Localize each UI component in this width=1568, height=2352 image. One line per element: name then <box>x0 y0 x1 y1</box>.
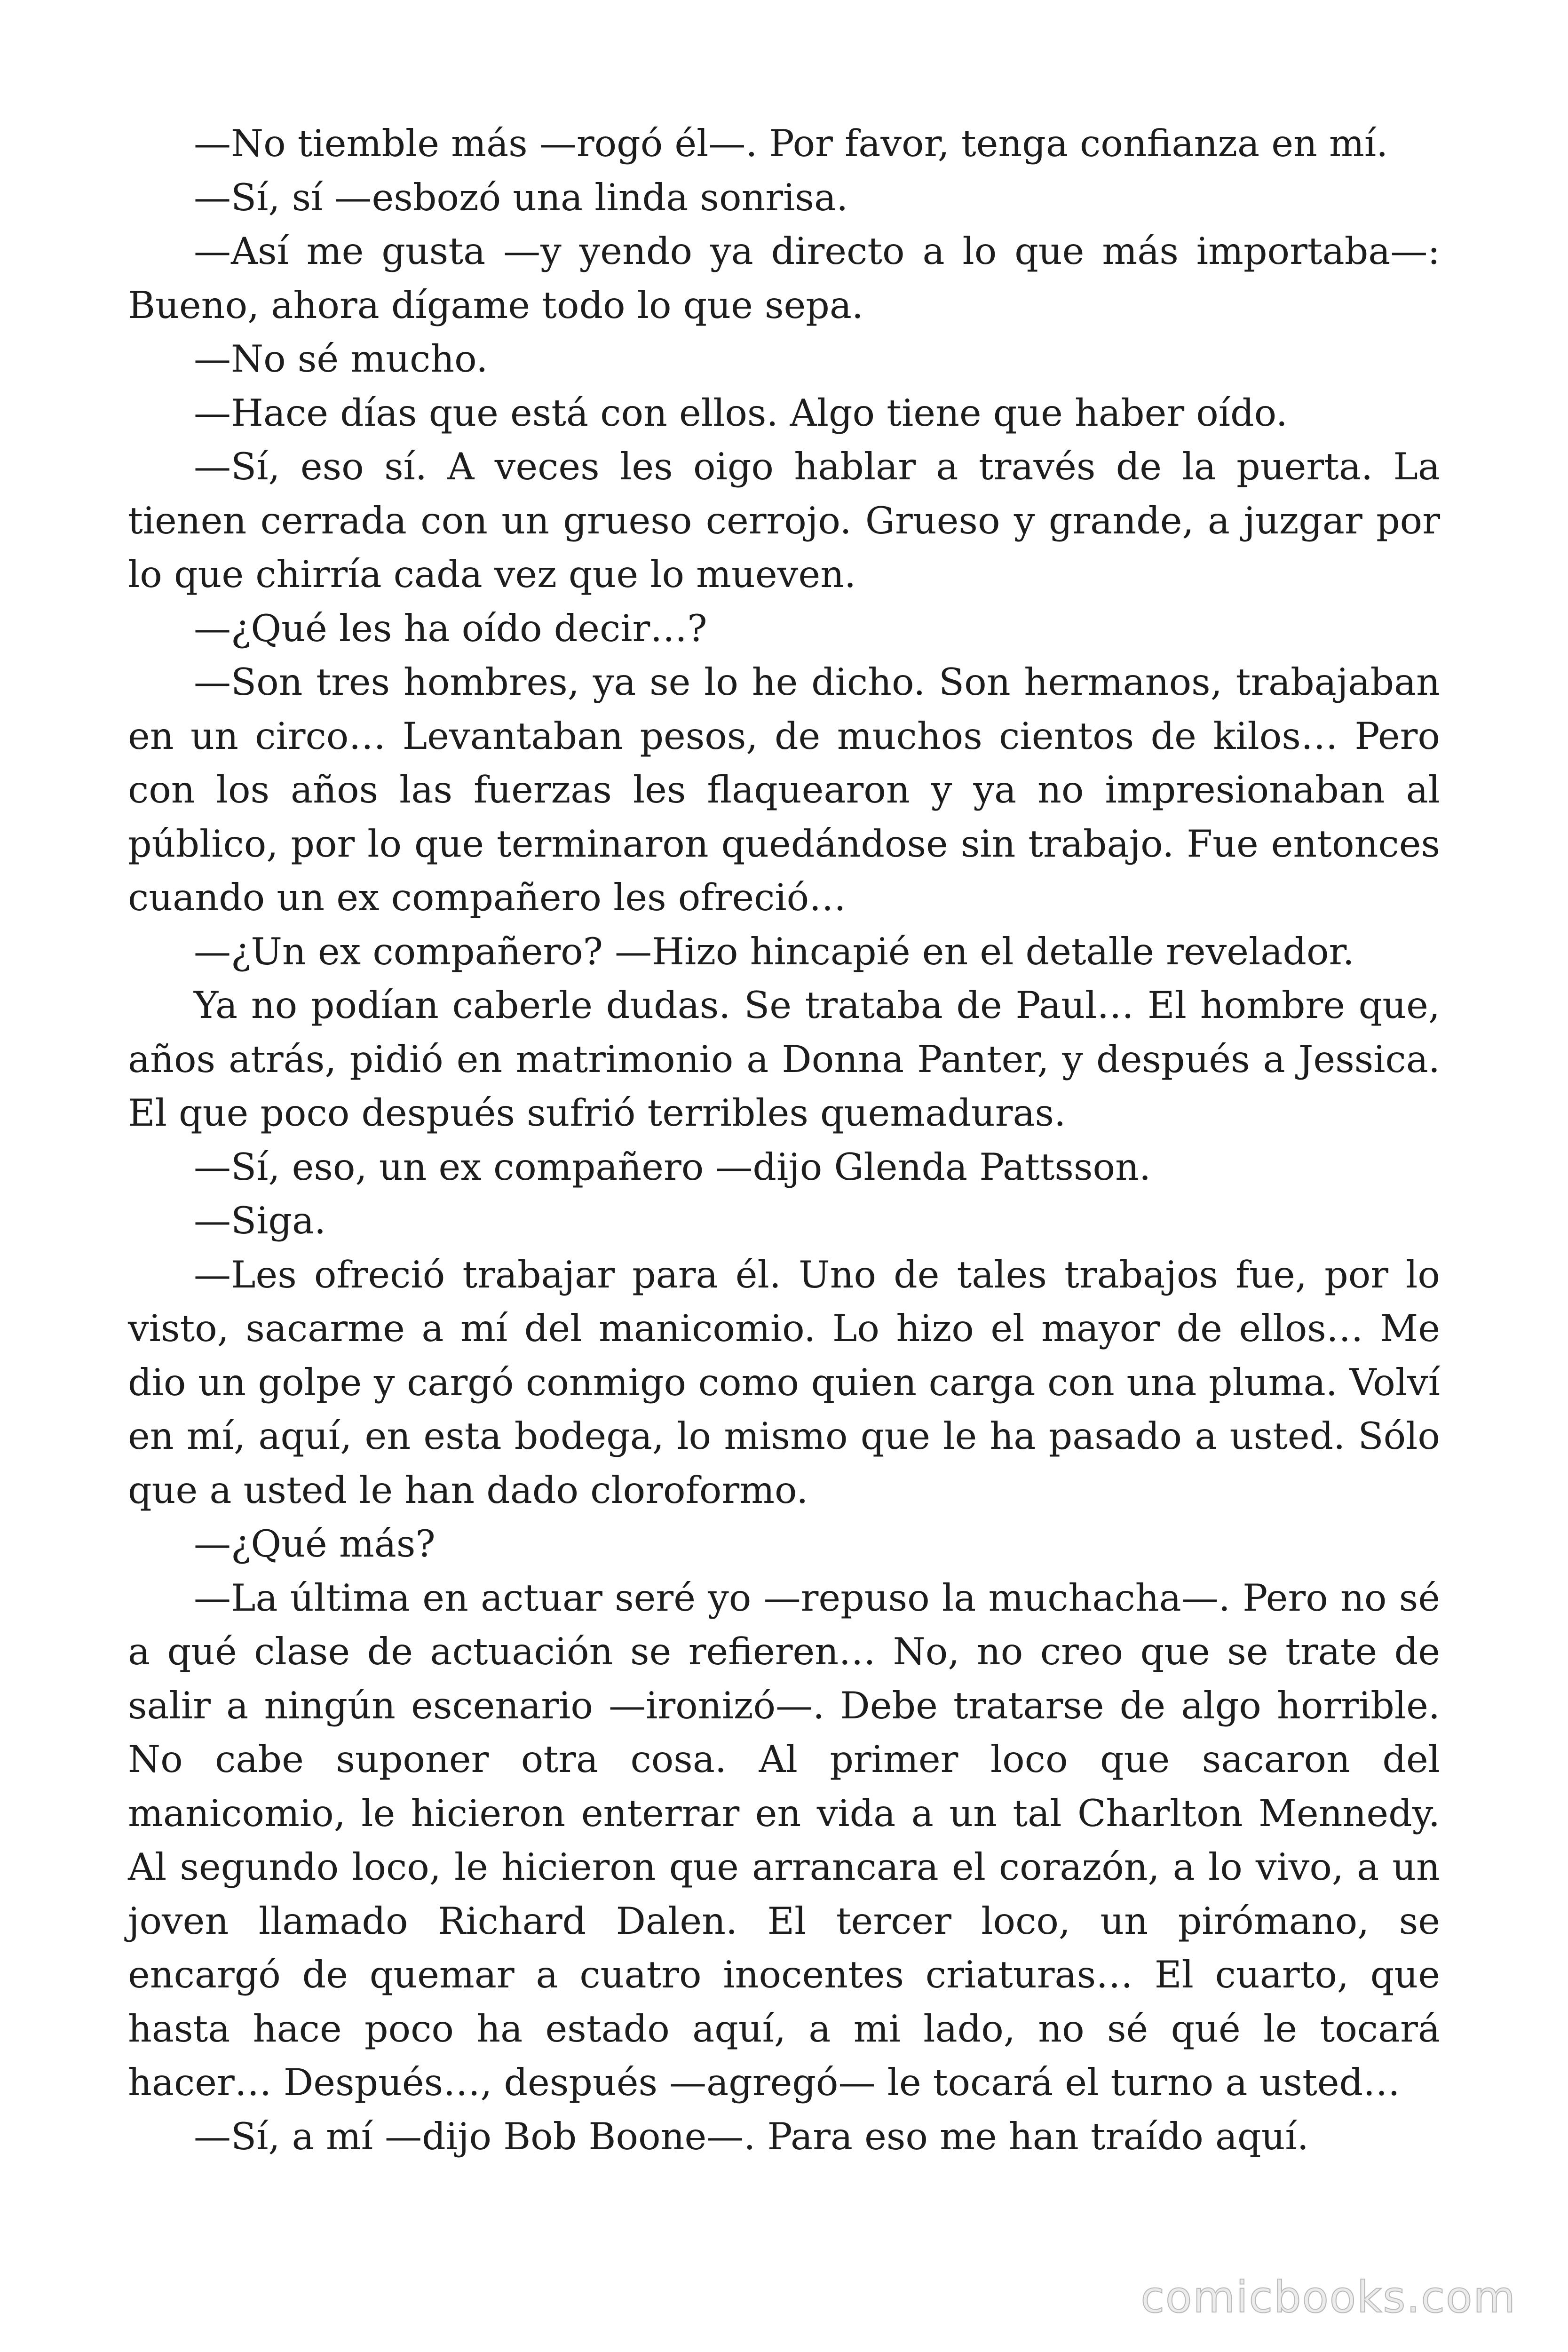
paragraph: —Les ofreció trabajar para él. Uno de tales trabajos fue, por lo visto, sacarme a mí del manicomio. Lo hizo el mayor de ellos… Me dio un golpe y cargó conmigo como quien carga con una pluma. Volví en mí, aquí, en esta bodega, lo mismo que le ha pasado a usted. Sólo que a usted le han dado cloroformo. <box>128 1253 1440 1512</box>
paragraph: —Siga. <box>194 1199 326 1242</box>
paragraph: —Sí, eso, un ex compañero —dijo Glenda Pattsson. <box>194 1145 1151 1189</box>
paragraph: —La última en actuar seré yo —repuso la muchacha—. Pero no sé a qué clase de actuación se refieren… No, no creo que se trate de salir a ningún escenario —ironizó—. Debe tratarse de algo horrible. No cabe suponer otra cosa. Al primer loco que sacaron del manicomio, le hicieron enterrar en vida a un tal Charlton Mennedy. Al segundo loco, le hicieron que arrancara el corazón, a lo vivo, a un joven llamado Richard Dalen. El tercer loco, un pirómano, se encargó de quemar a cuatro inocentes criaturas… El cuarto, que hasta hace poco ha estado aquí, a mi lado, no sé qué le tocará hacer… Después…, después —agregó— le tocará el turno a usted… <box>128 1576 1440 2104</box>
paragraph: —¿Qué más? <box>194 1522 436 1565</box>
paragraph: —Sí, eso sí. A veces les oigo hablar a través de la puerta. La tienen cerrada con un grueso cerrojo. Grueso y grande, a juzgar por lo que chirría cada vez que lo mueven. <box>128 445 1440 596</box>
paragraph: —¿Un ex compañero? —Hizo hincapié en el detalle revelador. <box>194 930 1354 973</box>
paragraph: —Son tres hombres, ya se lo he dicho. Son hermanos, trabajaban en un circo… Levantaban pesos, de muchos cientos de kilos… Pero con los años las fuerzas les flaquearon y ya no impresionaban al público, por lo que terminaron quedándose sin trabajo. Fue entonces cuando un ex compañero les ofreció… <box>128 660 1440 919</box>
paragraph: —Hace días que está con ellos. Algo tiene que haber oído. <box>194 391 1288 435</box>
watermark: comicbooks.com <box>1140 2272 1516 2322</box>
paragraph: —Así me gusta —y yendo ya directo a lo que más importaba—: Bueno, ahora dígame todo lo que sepa. <box>128 230 1440 327</box>
paragraph: —Sí, sí —esbozó una linda sonrisa. <box>194 175 848 219</box>
body-text <box>128 117 1440 2163</box>
paragraph: —¿Qué les ha oído decir…? <box>194 606 707 650</box>
paragraph: Ya no podían caberle dudas. Se trataba de Paul… El hombre que, años atrás, pidió en matrimonio a Donna Panter, y después a Jessica. El que poco después sufrió terribles quemaduras. <box>128 984 1440 1135</box>
paragraph: —No sé mucho. <box>194 337 488 381</box>
paragraph: —No tiemble más —rogó él—. Por favor, tenga confianza en mí. <box>194 122 1388 165</box>
paragraph: —Sí, a mí —dijo Bob Boone—. Para eso me han traído aquí. <box>194 2114 1309 2158</box>
